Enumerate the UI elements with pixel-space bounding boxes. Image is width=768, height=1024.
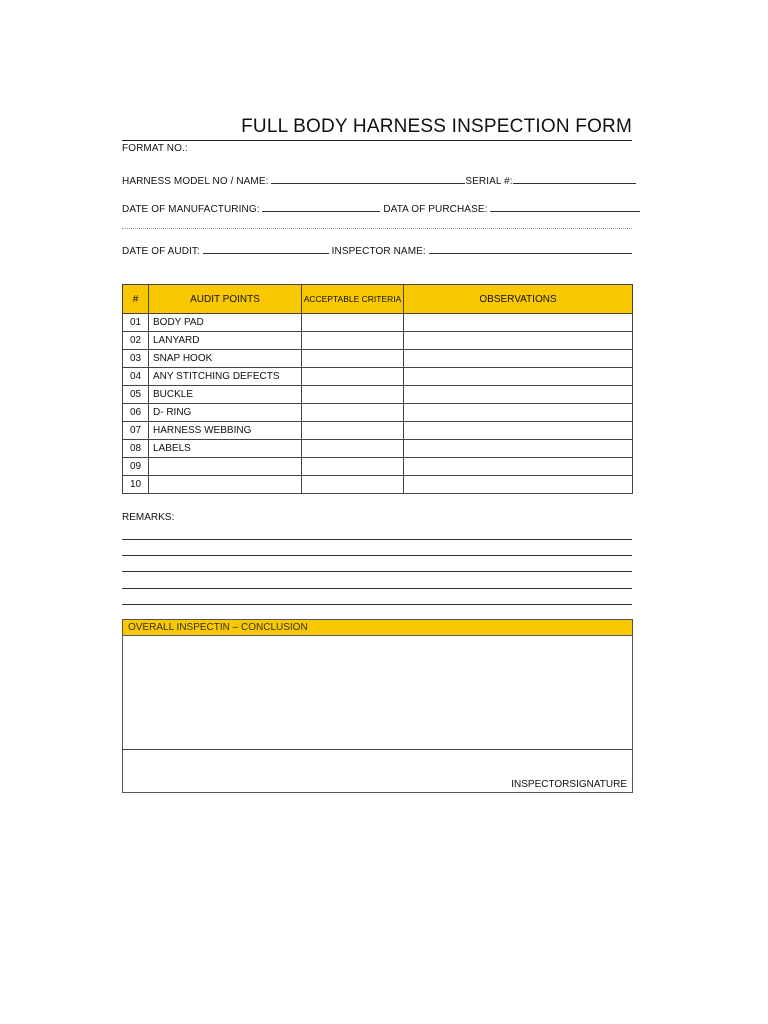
header-number: # (123, 285, 149, 314)
form-title: FULL BODY HARNESS INSPECTION FORM (241, 116, 632, 137)
observation-cell[interactable] (404, 458, 633, 476)
observation-cell[interactable] (404, 476, 633, 494)
header-audit-points: AUDIT POINTS (149, 285, 302, 314)
audit-point: LABELS (149, 440, 302, 458)
audit-point: D- RING (149, 404, 302, 422)
header-observations: OBSERVATIONS (404, 285, 633, 314)
serial-blank[interactable] (513, 172, 636, 184)
audit-point: LANYARD (149, 332, 302, 350)
row-number: 01 (123, 314, 149, 332)
format-no-field (122, 143, 188, 154)
conclusion-header: OVERALL INSPECTIN – CONCLUSION (123, 620, 632, 636)
inspector-name-blank[interactable] (429, 242, 632, 254)
harness-model-field (122, 172, 636, 187)
criteria-cell[interactable] (302, 386, 404, 404)
audit-table (122, 284, 633, 494)
audit-point (149, 458, 302, 476)
harness-model-label: HARNESS MODEL NO / NAME: (122, 176, 269, 187)
date-of-manufacturing-label: DATE OF MANUFACTURING: (122, 204, 260, 215)
observation-cell[interactable] (404, 386, 633, 404)
table-row (123, 332, 633, 350)
header-acceptable-criteria: ACCEPTABLE CRITERIA (302, 285, 404, 314)
remarks-line[interactable] (122, 588, 632, 589)
criteria-cell[interactable] (302, 422, 404, 440)
date-of-audit-label: DATE OF AUDIT: (122, 246, 200, 257)
row-number: 10 (123, 476, 149, 494)
date-of-manufacturing-blank[interactable] (262, 200, 380, 212)
row-number: 04 (123, 368, 149, 386)
remarks-line[interactable] (122, 539, 632, 540)
date-of-purchase-blank[interactable] (490, 200, 640, 212)
observation-cell[interactable] (404, 314, 633, 332)
observation-cell[interactable] (404, 350, 633, 368)
criteria-cell[interactable] (302, 404, 404, 422)
observation-cell[interactable] (404, 404, 633, 422)
dates-field (122, 200, 640, 215)
title-underline (122, 140, 632, 141)
audit-point: HARNESS WEBBING (149, 422, 302, 440)
audit-field (122, 242, 632, 257)
audit-point (149, 476, 302, 494)
serial-label: SERIAL #: (465, 176, 513, 187)
table-row (123, 422, 633, 440)
conclusion-divider (123, 749, 632, 750)
criteria-cell[interactable] (302, 332, 404, 350)
criteria-cell[interactable] (302, 368, 404, 386)
format-no-label: FORMAT NO.: (122, 143, 188, 154)
audit-point: BUCKLE (149, 386, 302, 404)
row-number: 05 (123, 386, 149, 404)
remarks-line[interactable] (122, 571, 632, 572)
observation-cell[interactable] (404, 440, 633, 458)
observation-cell[interactable] (404, 332, 633, 350)
audit-point: SNAP HOOK (149, 350, 302, 368)
table-row (123, 350, 633, 368)
date-of-purchase-label: DATA OF PURCHASE: (383, 204, 488, 215)
inspector-name-label: INSPECTOR NAME: (331, 246, 426, 257)
inspector-signature-label: INSPECTORSIGNATURE (511, 779, 627, 790)
table-row (123, 458, 633, 476)
remarks-line[interactable] (122, 555, 632, 556)
audit-point: ANY STITCHING DEFECTS (149, 368, 302, 386)
criteria-cell[interactable] (302, 440, 404, 458)
row-number: 07 (123, 422, 149, 440)
row-number: 02 (123, 332, 149, 350)
remarks-label: REMARKS: (122, 512, 175, 523)
table-row (123, 368, 633, 386)
audit-table-header-row (123, 285, 633, 314)
remarks-line[interactable] (122, 604, 632, 605)
row-number: 06 (123, 404, 149, 422)
date-of-audit-blank[interactable] (203, 242, 329, 254)
table-row (123, 386, 633, 404)
table-row (123, 404, 633, 422)
row-number: 09 (123, 458, 149, 476)
audit-point: BODY PAD (149, 314, 302, 332)
dotted-separator (122, 228, 632, 229)
criteria-cell[interactable] (302, 458, 404, 476)
observation-cell[interactable] (404, 368, 633, 386)
table-row (123, 476, 633, 494)
table-row (123, 440, 633, 458)
criteria-cell[interactable] (302, 314, 404, 332)
conclusion-box (122, 619, 633, 793)
row-number: 08 (123, 440, 149, 458)
row-number: 03 (123, 350, 149, 368)
criteria-cell[interactable] (302, 350, 404, 368)
criteria-cell[interactable] (302, 476, 404, 494)
table-row (123, 314, 633, 332)
observation-cell[interactable] (404, 422, 633, 440)
harness-model-blank[interactable] (271, 172, 465, 184)
